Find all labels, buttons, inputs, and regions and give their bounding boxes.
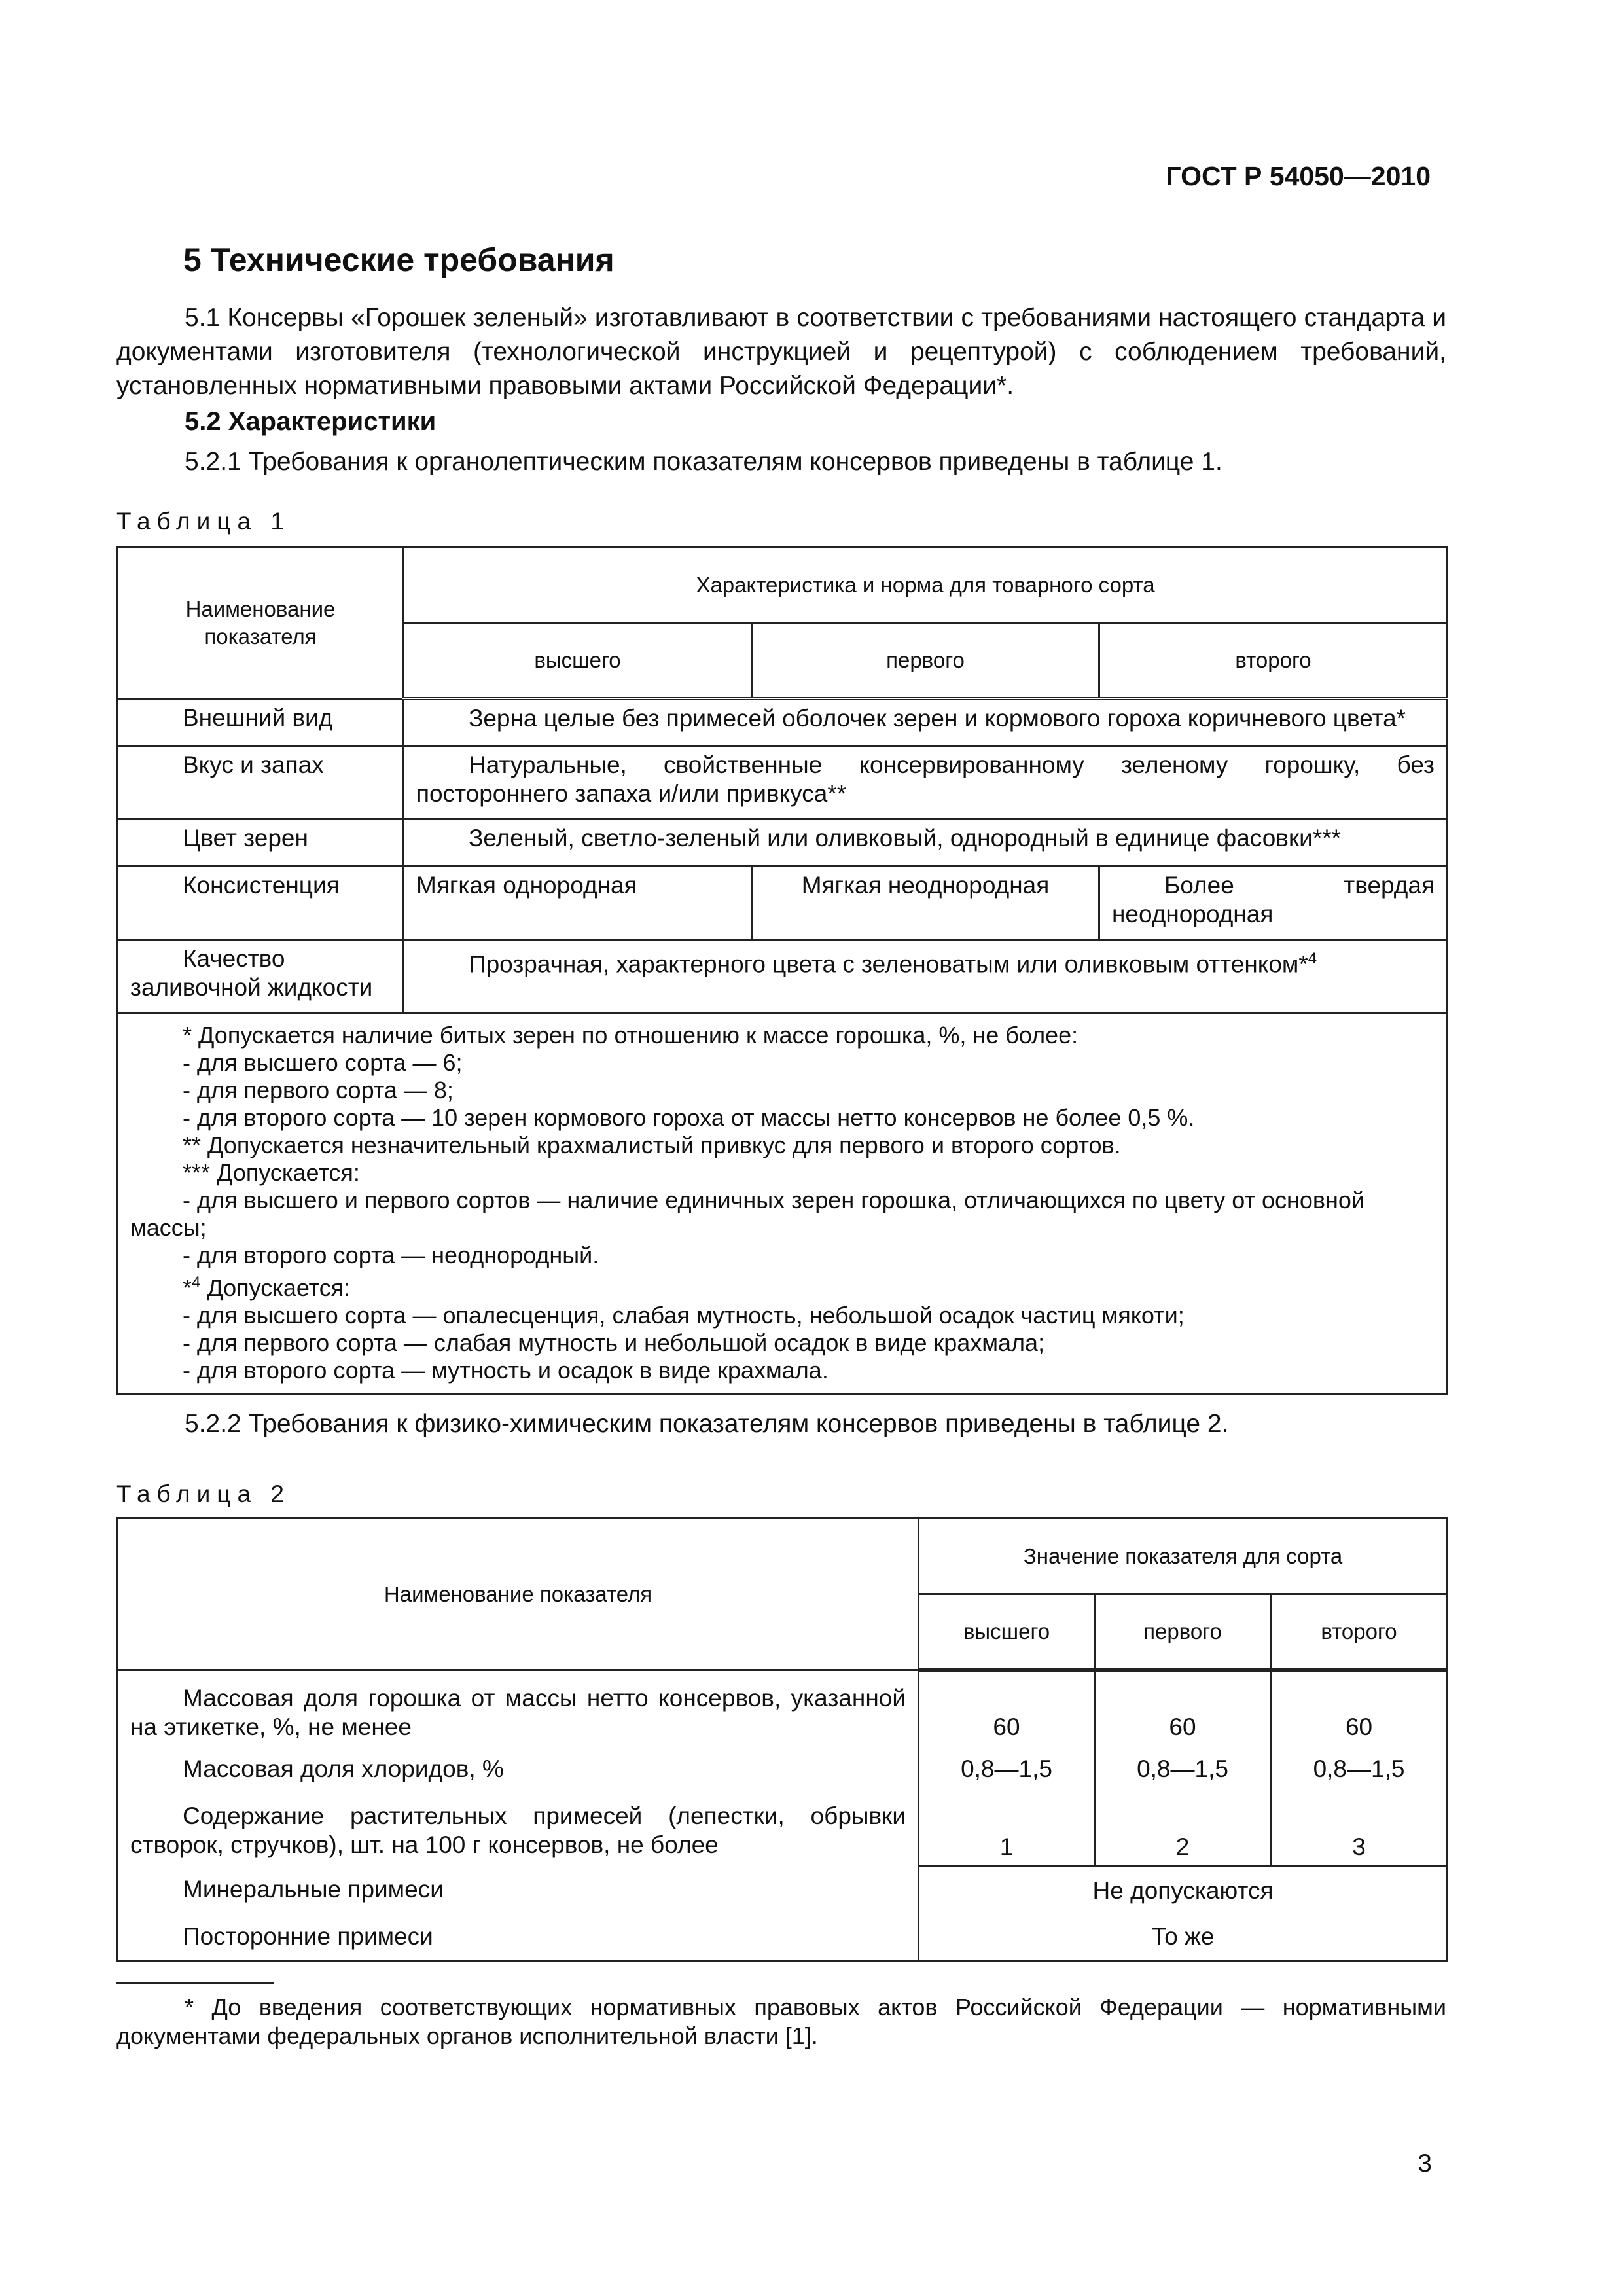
t1-row-value: Натуральные, свойственные консервированному зеленому горошку, без постороннего запаха и/или привкуса** <box>404 746 1448 819</box>
footnote-mark: 4 <box>1308 950 1317 967</box>
t1-row-value: Зерна целые без примесей оболочек зерен и кормового гороха коричневого цвета* <box>404 699 1448 746</box>
t1-row-name: Качество заливочной жидкости <box>118 940 404 1013</box>
table-row <box>118 1746 1448 1793</box>
table-row <box>118 940 1448 1013</box>
t2-header-grade: второго <box>1271 1594 1448 1670</box>
t2-row-name: Минеральные примеси <box>118 1866 919 1913</box>
t2-row-name: Содержание растительных примесей (лепестки, обрывки створок, стручков), шт. на 100 г консервов, не более <box>118 1793 919 1866</box>
t2-row-value: 0,8—1,5 <box>919 1746 1095 1793</box>
t2-row-name: Массовая доля горошка от массы нетто консервов, указанной на этикетке, %, не менее <box>118 1670 919 1746</box>
t1-header-grade: высшего <box>404 623 752 699</box>
note-line: - для высшего сорта — 6; <box>183 1049 463 1076</box>
table-row <box>118 819 1448 867</box>
table1-caption: Таблица 1 <box>116 508 291 535</box>
note-line: ** Допускается незначительный крахмалистый привкус для первого и второго сортов. <box>183 1132 1121 1158</box>
t1-row-name: Цвет зерен <box>118 819 404 867</box>
table-physicochemical <box>116 1517 1448 1962</box>
t1-header-group: Характеристика и норма для товарного сорта <box>404 547 1448 623</box>
note-line <box>130 1269 1435 1302</box>
note-line: * Допускается наличие битых зерен по отношению к массе горошка, %, не более: <box>183 1022 1079 1049</box>
page-number: 3 <box>1418 2149 1432 2178</box>
t1-header-grade: второго <box>1099 623 1448 699</box>
t2-row-value: 60 <box>1271 1670 1448 1746</box>
subsection-title: 5.2 Характеристики <box>185 407 437 436</box>
t1-row-value-text: Прозрачная, характерного цвета с зеленоватым или оливковым оттенком* <box>469 950 1308 978</box>
note-line: - для высшего сорта — опалесценция, слабая мутность, небольшой осадок частиц мякоти; <box>183 1302 1185 1329</box>
t1-row-value: Мягкая неоднородная <box>752 867 1099 940</box>
table-row <box>118 867 1448 940</box>
t1-header-name: Наименование показателя <box>118 547 404 699</box>
t2-row-value: 0,8—1,5 <box>1095 1746 1271 1793</box>
t2-header-group: Значение показателя для сорта <box>919 1518 1448 1594</box>
t1-row-value <box>404 940 1448 1013</box>
t1-notes <box>118 1013 1448 1395</box>
t2-header-name: Наименование показателя <box>118 1518 919 1670</box>
t2-row-name: Массовая доля хлоридов, % <box>118 1746 919 1793</box>
t1-row-value: Мягкая однородная <box>404 867 752 940</box>
note-line: - для высшего и первого сортов — наличие единичных зерен горошка, отличающихся по цвету от основной массы; <box>130 1187 1365 1241</box>
t1-row-name: Внешний вид <box>118 699 404 746</box>
table-row <box>118 699 1448 746</box>
t2-row-value: 3 <box>1271 1793 1448 1866</box>
paragraph-5-2-2: 5.2.2 Требования к физико-химическим показателям консервов приведены в таблице 2. <box>185 1410 1229 1438</box>
table-row <box>118 1793 1448 1866</box>
t1-row-name: Консистенция <box>118 867 404 940</box>
t1-row-name: Вкус и запах <box>118 746 404 819</box>
table-row <box>118 746 1448 819</box>
footnote: * До введения соответствующих нормативных правовых актов Российской Федерации — нормативными документами федеральных органов исполнительной власти [1]. <box>116 1994 1446 2049</box>
t2-row-name: Посторонние примеси <box>118 1913 919 1960</box>
t2-row-value: 60 <box>919 1670 1095 1746</box>
note-line: *** Допускается: <box>183 1159 360 1186</box>
note-line: - для второго сорта — 10 зерен кормового гороха от массы нетто консервов не более 0,5 %. <box>183 1104 1195 1131</box>
t2-row-value: 1 <box>919 1793 1095 1866</box>
t2-header-grade: высшего <box>919 1594 1095 1670</box>
t2-row-value: 2 <box>1095 1793 1271 1866</box>
t2-row-value: 0,8—1,5 <box>1271 1746 1448 1793</box>
note-line: - для первого сорта — слабая мутность и небольшой осадок в виде крахмала; <box>183 1329 1045 1356</box>
note-mark-sup: 4 <box>192 1274 201 1291</box>
table2-caption: Таблица 2 <box>116 1480 291 1507</box>
note-text: Допускается: <box>200 1274 351 1301</box>
table-row <box>118 1670 1448 1746</box>
t2-row-value: То же <box>919 1913 1448 1960</box>
t2-row-value: 60 <box>1095 1670 1271 1746</box>
note-line: - для второго сорта — мутность и осадок в виде крахмала. <box>183 1357 829 1384</box>
t1-row-value: Зеленый, светло-зеленый или оливковый, однородный в единице фасовки*** <box>404 819 1448 867</box>
paragraph-5-1: 5.1 Консервы «Горошек зеленый» изготавливают в соответствии с требованиями настоящего стандарта и документами изготовителя (технологической инструкцией и рецептурой) с соблюдением требований, установленных нормативными правовыми актами Российской Федерации*. <box>116 304 1446 400</box>
note-mark: * <box>183 1274 192 1301</box>
t1-header-grade: первого <box>752 623 1099 699</box>
paragraph-5-2-1: 5.2.1 Требования к органолептическим показателям консервов приведены в таблице 1. <box>185 448 1222 476</box>
table-organoleptic <box>116 546 1448 1395</box>
t2-header-grade: первого <box>1095 1594 1271 1670</box>
section-title: 5 Технические требования <box>183 242 615 278</box>
t2-row-value: Не допускаются <box>919 1866 1448 1913</box>
note-line: - для первого сорта — 8; <box>183 1077 454 1103</box>
note-line: - для второго сорта — неоднородный. <box>183 1242 599 1268</box>
table-row <box>118 1866 1448 1913</box>
document-code: ГОСТ Р 54050—2010 <box>1166 161 1431 191</box>
table-row <box>118 1913 1448 1960</box>
footnote-rule <box>116 1982 274 1984</box>
t1-row-value: Более твердая неоднородная <box>1099 867 1448 940</box>
